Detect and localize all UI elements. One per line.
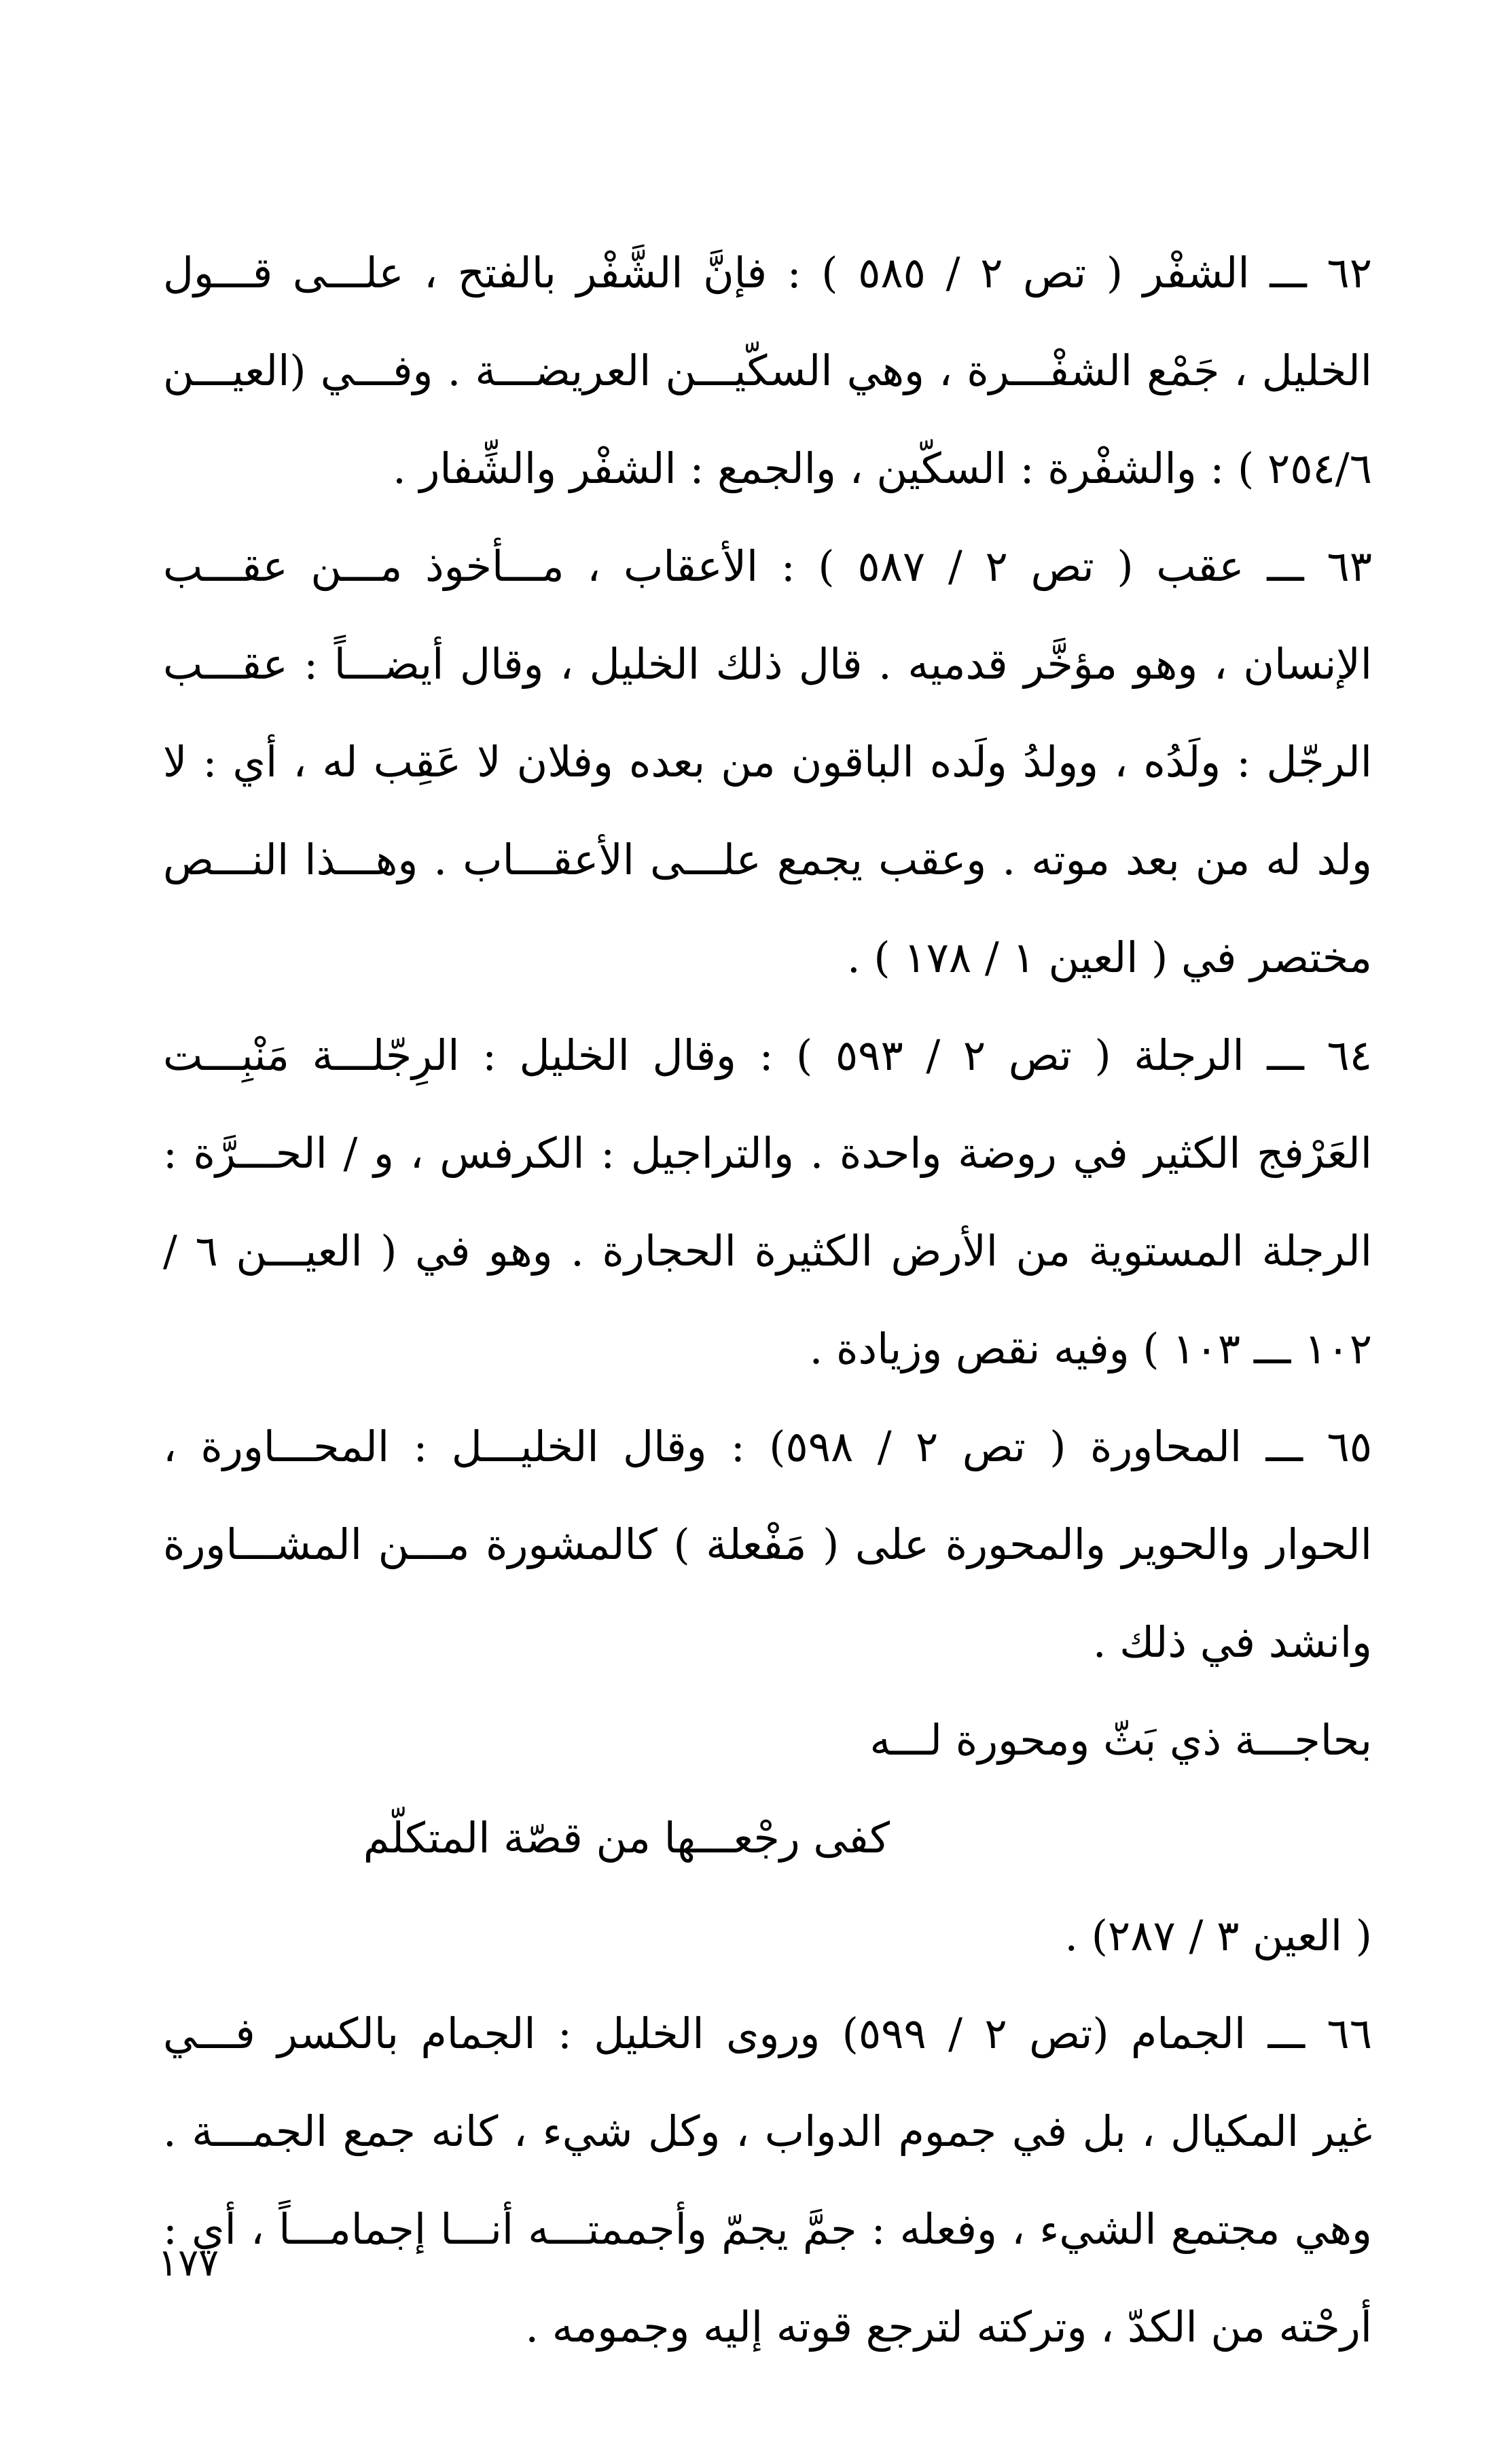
- text-line: ٦٦ ـــ الجمام (تص ٢ / ٥٩٩) وروى الخليل : الجمام بالكسر فـــي: [163, 2009, 1372, 2058]
- text-line: أرحْته من الكدّ ، وتركته لترجع قوته إليه وجمومه .: [525, 2302, 1372, 2352]
- citation-line: ( العين ٣ / ٢٨٧) .: [1064, 1911, 1372, 1960]
- text-line: ٦٥ ـــ المحاورة ( تص ٢ / ٥٩٨) : وقال الخليـــل : المحـــاورة ،: [163, 1422, 1372, 1471]
- text-line: ٦٣ ـــ عقب ( تص ٢ / ٥٨٧ ) : الأعقاب ، مـــأخوذ مـــن عقـــب: [163, 541, 1372, 591]
- page-number: ١٧٧: [158, 2241, 219, 2285]
- text-line: العَرْفج الكثير في روضة واحدة . والتراجيل : الكرفس ، و / الحـــرَّة :: [163, 1128, 1372, 1178]
- text-line: مختصر في ( العين ١ / ١٧٨ ) .: [846, 933, 1372, 982]
- text-line: الحوار والحوير والمحورة على ( مَفْعلة ) كالمشورة مـــن المشـــاورة: [163, 1520, 1372, 1569]
- text-line: الرجلة المستوية من الأرض الكثيرة الحجارة . وهو في ( العيـــن ٦ /: [163, 1226, 1372, 1276]
- text-line: ولد له من بعد موته . وعقب يجمع علـــى الأعقـــاب . وهـــذا النـــص: [163, 835, 1372, 884]
- text-body: [163, 224, 1372, 2376]
- text-line: الإنسان ، وهو مؤخَّر قدميه . قال ذلك الخليل ، وقال أيضـــاً : عقـــب: [163, 639, 1372, 689]
- text-line: الرجّل : ولَدُه ، وولدُ ولَده الباقون من بعده وفلان لا عَقِب له ، أي : لا: [163, 737, 1372, 787]
- text-line: ٦٤ ـــ الرجلة ( تص ٢ / ٥٩٣ ) : وقال الخليل : الرِجّلـــة مَنْبِـــت: [163, 1030, 1372, 1080]
- text-line: الخليل ، جَمْع الشفْـــرة ، وهي السكّيـــن العريضـــة . وفـــي (العيـــن: [163, 346, 1372, 395]
- verse-line: كفى رجْعـــها من قصّة المتكلّم: [363, 1813, 890, 1863]
- text-line: وهي مجتمع الشيء ، وفعله : جمَّ يجمّ وأجممتـــه أنـــا إجمامـــاً ، أي :: [163, 2204, 1372, 2254]
- text-line: ٦٢ ـــ الشفْر ( تص ٢ / ٥٨٥ ) : فإنَّ الشَّفْر بالفتح ، علـــى قـــول: [163, 248, 1372, 298]
- text-line: ١٠٢ ـــ ١٠٣ ) وفيه نقص وزيادة .: [809, 1324, 1372, 1374]
- verse-line: بحاجـــة ذي بَثّ ومحورة لـــه: [869, 1715, 1372, 1765]
- text-line: ٢٥٤/٦ ) : والشفْرة : السكّين ، والجمع : الشفْر والشِّفار .: [393, 444, 1372, 493]
- text-line: غير المكيال ، بل في جموم الدواب ، وكل شيء ، كانه جمع الجمـــة .: [163, 2106, 1372, 2156]
- text-line: وانشد في ذلك .: [1092, 1617, 1372, 1667]
